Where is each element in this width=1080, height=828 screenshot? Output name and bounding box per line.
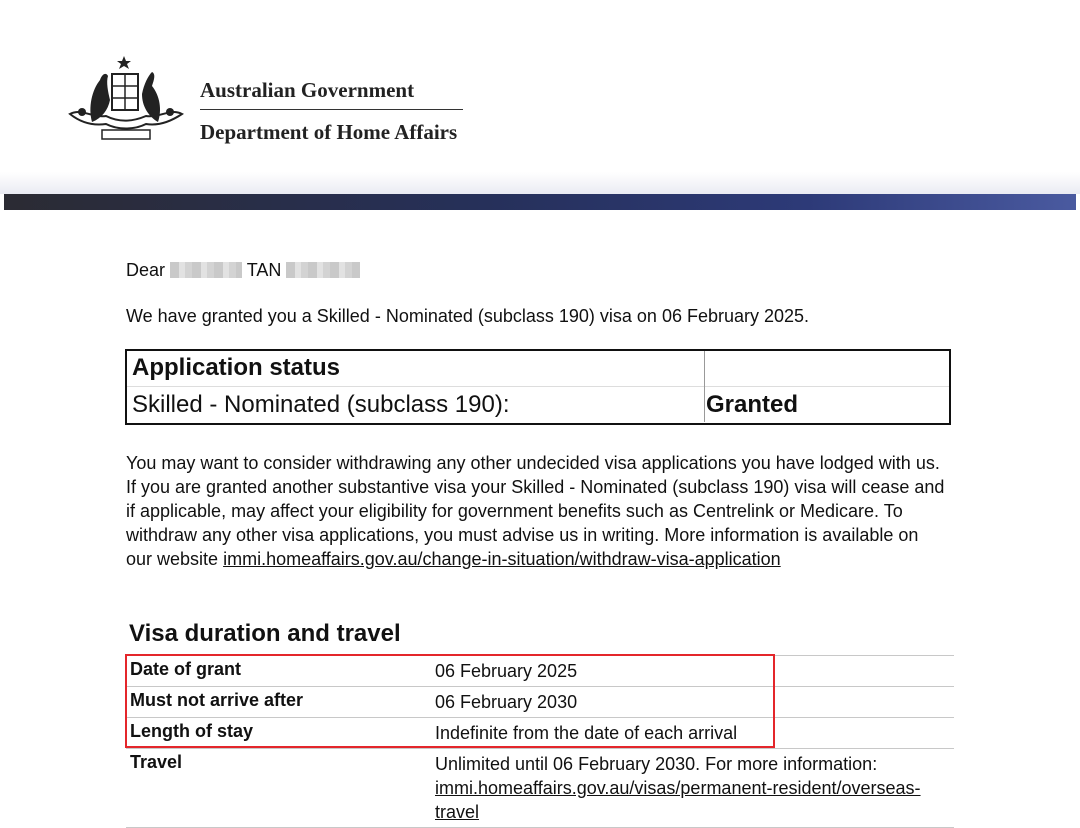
department-name: Department of Home Affairs [200, 120, 458, 144]
redacted-name [286, 262, 360, 278]
row-value-travel [435, 752, 945, 824]
header-band-shadow [0, 172, 1080, 194]
surname: TAN [246, 260, 282, 280]
salutation-prefix: Dear [126, 260, 166, 280]
table-row [126, 748, 954, 828]
section-title-visa-duration: Visa duration and travel [129, 620, 401, 647]
status-title: Application status [132, 354, 341, 381]
table-row [126, 686, 954, 717]
visa-duration-table [126, 655, 954, 828]
header-band [4, 194, 1076, 210]
application-status-box [125, 349, 951, 425]
withdraw-link[interactable]: immi.homeaffairs.gov.au/change-in-situation/withdraw-visa-application [223, 549, 781, 569]
withdraw-text: You may want to consider withdrawing any other undecided visa applications you have lodged with us. If you are granted another substantive visa your Skilled - Nominated (subclass 190) visa will cease and if applicable, may affect your eligibility for government benefits such as Centrelink or Medicare. To withdraw any other visa applications, you must advise us in writing. More information is available on our website [126, 453, 945, 569]
table-row [126, 717, 954, 748]
salutation [126, 258, 360, 282]
status-row-divider [127, 386, 949, 387]
row-label-length-of-stay: Length of stay [130, 721, 254, 741]
row-label-travel: Travel [130, 752, 183, 772]
row-label-must-not-arrive-after: Must not arrive after [130, 690, 304, 710]
status-result: Granted [706, 391, 799, 418]
status-visa-label: Skilled - Nominated (subclass 190): [132, 391, 510, 418]
row-label-date-of-grant: Date of grant [130, 659, 242, 679]
travel-link[interactable]: immi.homeaffairs.gov.au/visas/permanent-resident/overseas-travel [435, 778, 921, 822]
row-value-date-of-grant: 06 February 2025 [435, 661, 578, 681]
row-value-length-of-stay: Indefinite from the date of each arrival [435, 723, 738, 743]
government-name: Australian Government [200, 78, 415, 102]
header-divider [200, 109, 463, 110]
table-row [126, 655, 954, 686]
grant-sentence: We have granted you a Skilled - Nominated (subclass 190) visa on 06 February 2025. [126, 306, 810, 326]
government-header [62, 52, 482, 148]
travel-text: Unlimited until 06 February 2030. For more information: [435, 754, 878, 774]
redacted-given-name [170, 262, 242, 278]
status-column-divider [704, 351, 705, 422]
withdraw-paragraph [126, 451, 946, 571]
row-value-must-not-arrive-after: 06 February 2030 [435, 692, 578, 712]
coat-of-arms-icon [62, 52, 190, 144]
